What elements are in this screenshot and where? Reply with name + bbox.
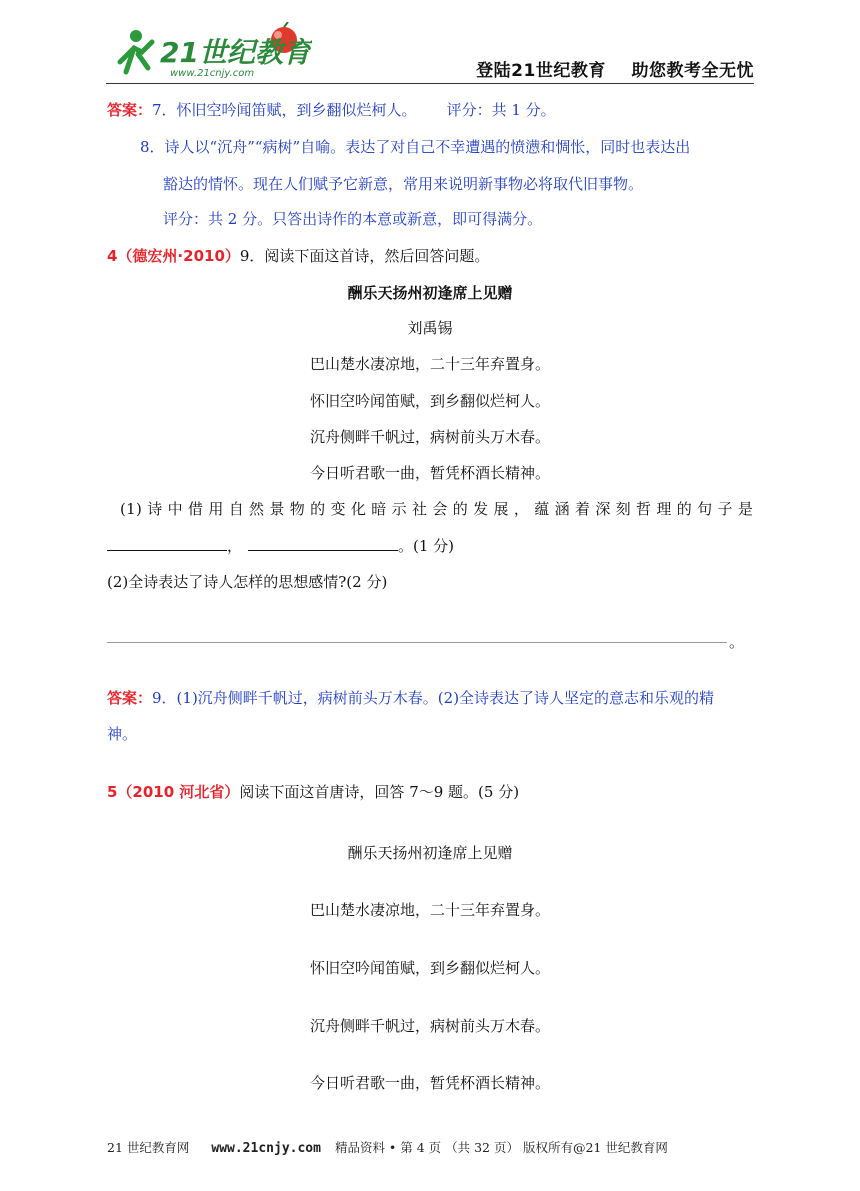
header-divider [106, 83, 754, 84]
question4-sub1: (1) 诗 中 借 用 自 然 景 物 的 变 化 暗 示 社 会 的 发 展 ， 蕴 涵 着 深 刻 哲 理 的 句 子 是 [120, 500, 754, 518]
answer-blank[interactable] [248, 536, 398, 551]
poem-line: 沉舟侧畔千帆过，病树前头万木春。 [309, 428, 550, 446]
header-slogan: 登陆21世纪教育 助您教考全无忧 [476, 61, 754, 81]
poem-line: 巴山楚水凄凉地，二十三年弃置身。 [309, 901, 550, 919]
question5-heading [107, 781, 519, 802]
poem-line: 怀旧空吟闻笛赋，到乡翻似烂柯人。 [309, 392, 550, 410]
poem-line: 怀旧空吟闻笛赋，到乡翻似烂柯人。 [309, 959, 550, 977]
blank-separator: ， [227, 537, 243, 555]
svg-text:www.21cnjy.com: www.21cnjy.com [170, 68, 255, 79]
answer-blank[interactable] [107, 536, 227, 551]
answer9-line1 [107, 687, 714, 708]
answer7-text: 7．怀旧空吟闻笛赋，到乡翻似烂柯人。 [152, 101, 417, 119]
answer-line-end: 。 [729, 633, 745, 651]
answer8-score: 评分：共 2 分。只答出诗作的本意或新意，即可得满分。 [163, 210, 543, 228]
footer-site: 21 世纪教育网 [107, 1140, 190, 1155]
svg-text:21世纪教育: 21世纪教育 [160, 36, 311, 69]
answer8-line2: 豁达的情怀。现在人们赋予它新意，常用来说明新事物必将取代旧事物。 [163, 175, 644, 193]
question5-prompt: 阅读下面这首唐诗，回答 7～9 题。(5 分) [239, 783, 520, 801]
answer7-score: 评分：共 1 分。 [446, 101, 556, 119]
poem-title: 酬乐天扬州初逢席上见赠 [347, 844, 513, 862]
answer9-text: 9．(1)沉舟侧畔千帆过，病树前头万木春。(2)全诗表达了诗人坚定的意志和乐观的精 [152, 689, 715, 707]
site-logo [112, 22, 312, 80]
question4-heading [107, 245, 489, 266]
question4-sub2: (2)全诗表达了诗人怎样的思想感情?(2 分) [107, 573, 388, 591]
poem-title: 酬乐天扬州初逢席上见赠 [347, 284, 513, 302]
poem-line: 巴山楚水凄凉地，二十三年弃置身。 [309, 355, 550, 373]
poem-author: 刘禹锡 [407, 319, 453, 337]
question4-sub1-blanks [107, 535, 454, 556]
runner-icon [120, 30, 152, 72]
question4-prompt: 9．阅读下面这首诗，然后回答问题。 [239, 247, 490, 265]
question5-tag: 5（2010 河北省） [107, 783, 240, 801]
question4-tag: 4（德宏州·2010） [107, 247, 240, 265]
answer-label: 答案： [107, 689, 153, 707]
page-footer [107, 1138, 668, 1156]
footer-page-info: 精品资料 • 第 4 页 （共 32 页） 版权所有@21 世纪教育网 [334, 1140, 668, 1155]
answer9-line2: 神。 [107, 725, 138, 743]
answer8-line1: 8．诗人以“沉舟”“病树”自喻。表达了对自己不幸遭遇的愤懑和惆怅，同时也表达出 [140, 138, 691, 156]
question4-sub1-tail: 。(1 分) [398, 537, 455, 555]
answer7 [107, 99, 556, 120]
answer-label: 答案： [107, 101, 153, 119]
poem-line: 今日听君歌一曲，暂凭杯酒长精神。 [309, 1074, 550, 1092]
poem-line: 沉舟侧畔千帆过，病树前头万木春。 [309, 1017, 550, 1035]
poem-line: 今日听君歌一曲，暂凭杯酒长精神。 [309, 464, 550, 482]
answer-line[interactable] [107, 642, 727, 643]
footer-url[interactable]: www.21cnjy.com [211, 1141, 321, 1156]
